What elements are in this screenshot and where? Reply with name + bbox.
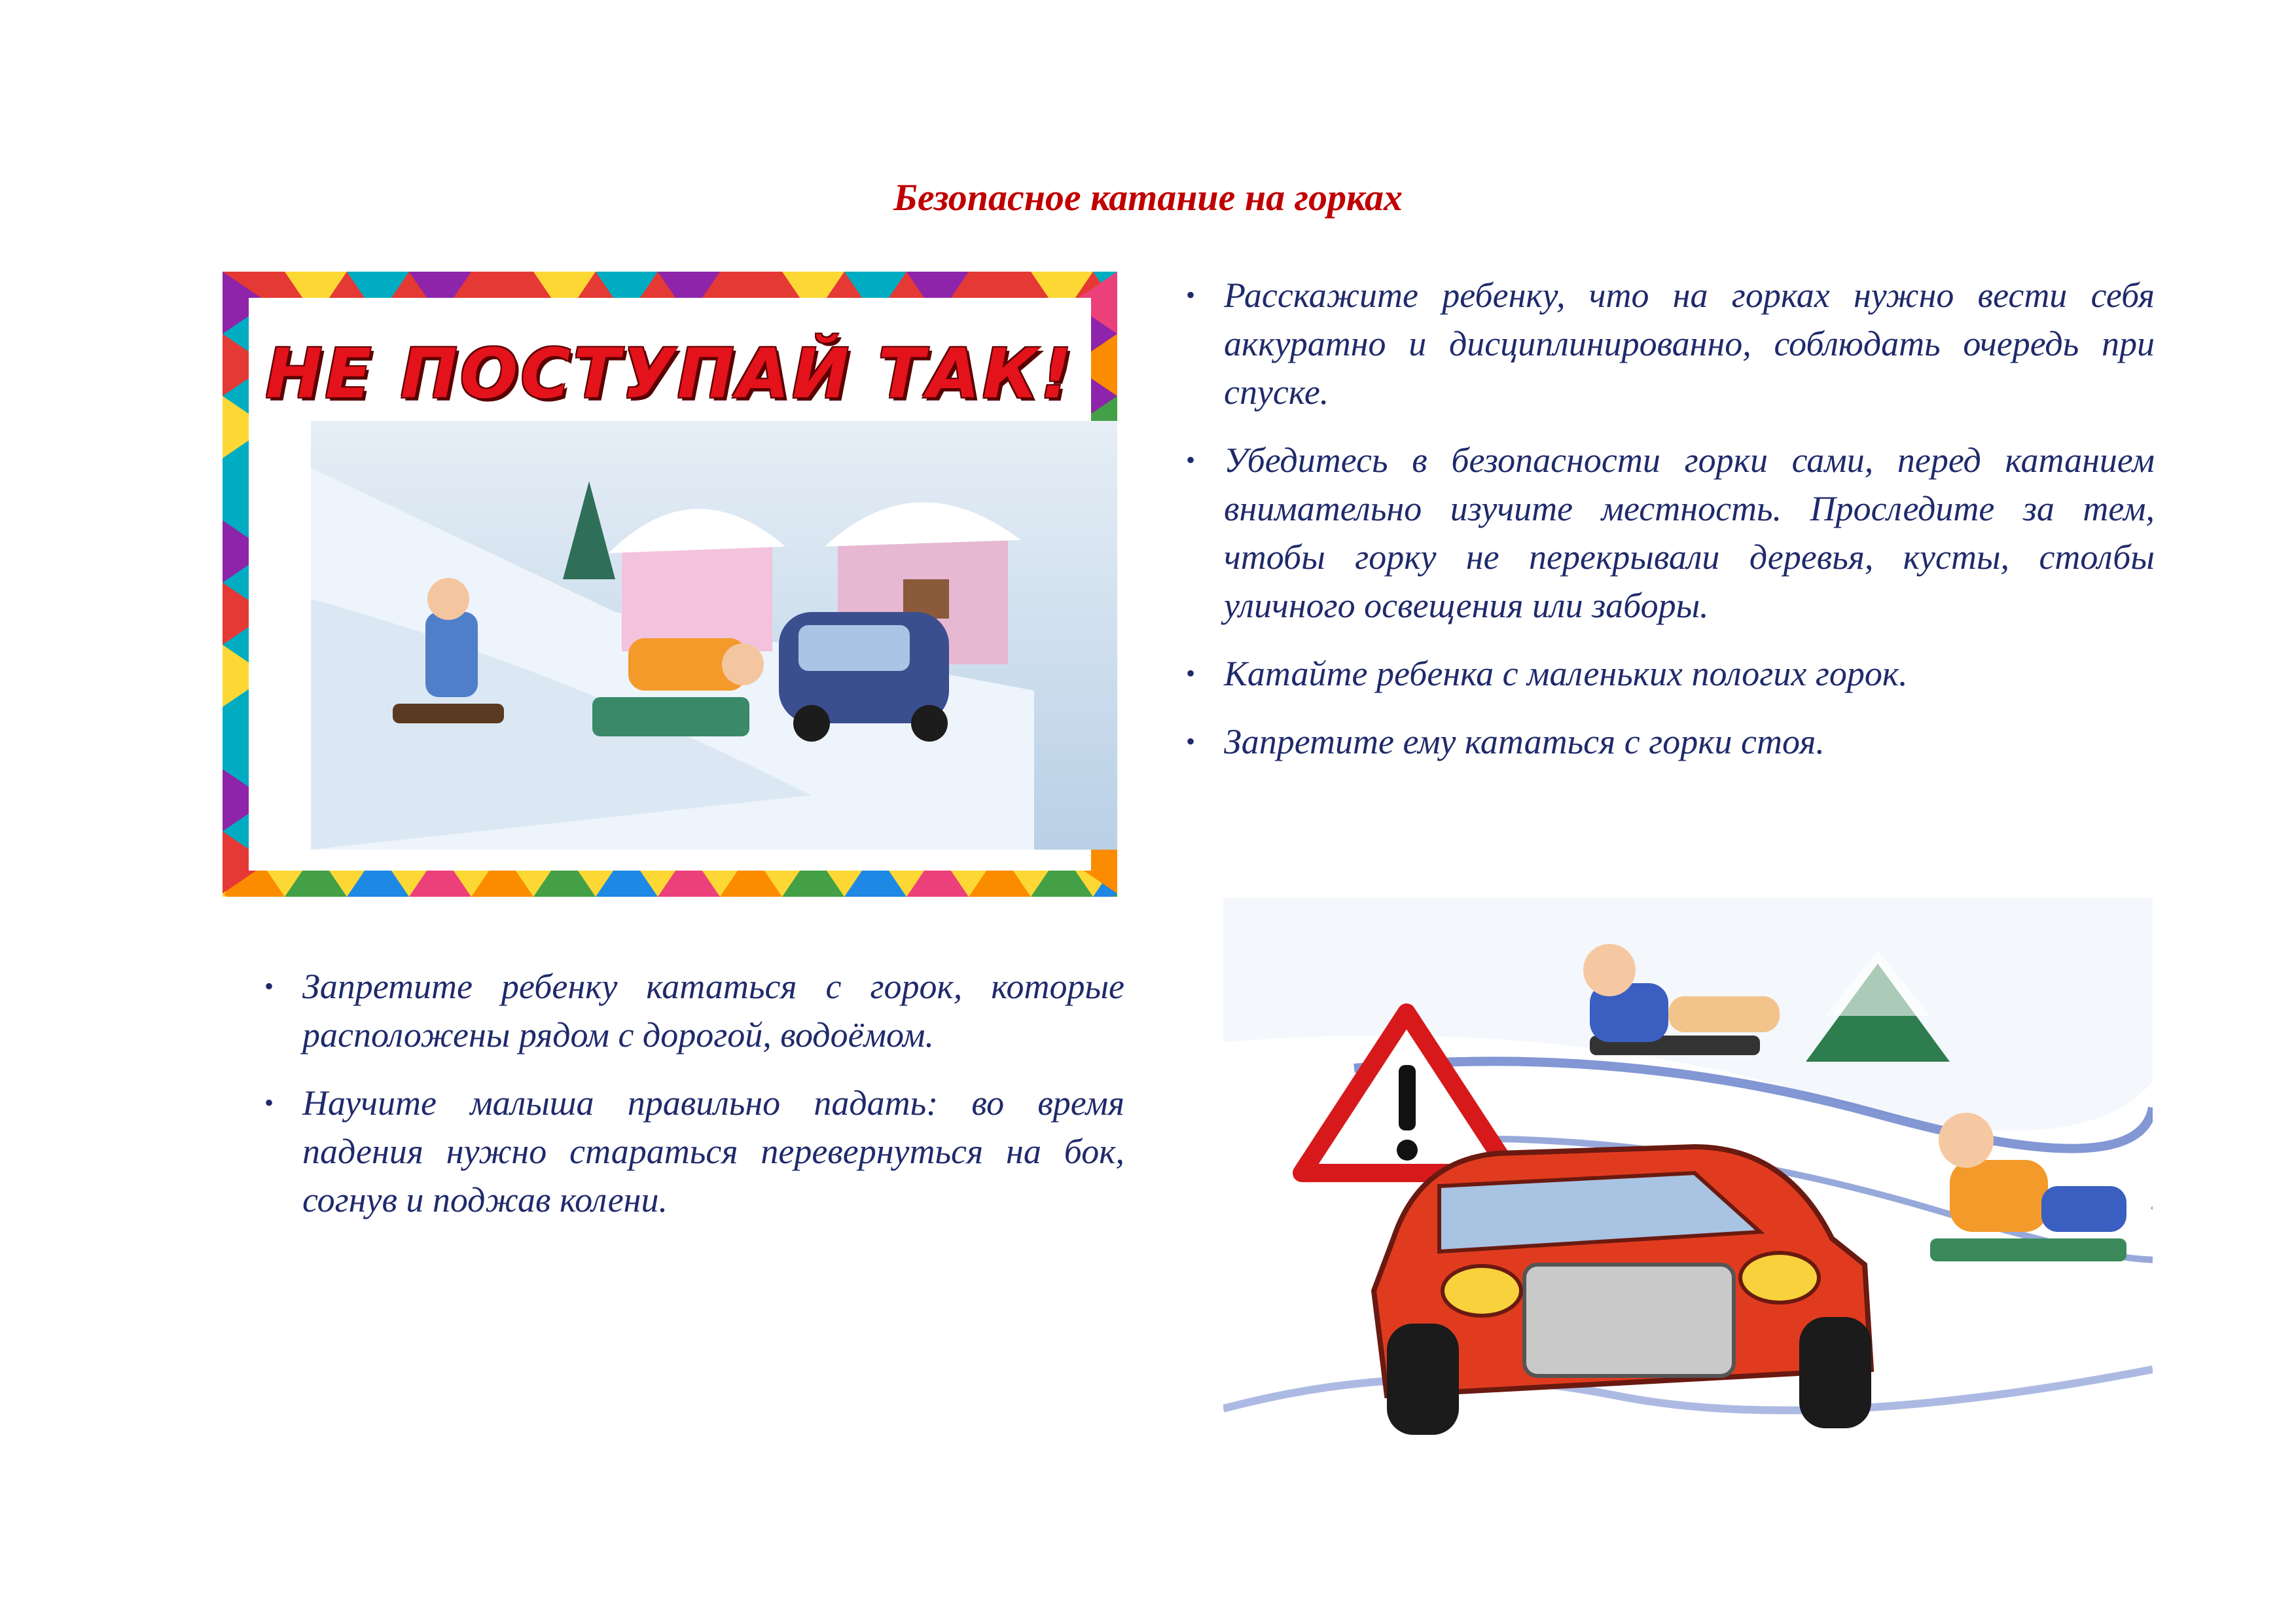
list-item xyxy=(1183,436,2155,630)
bullet-icon: • xyxy=(264,971,274,1001)
poster-road-danger-illustration xyxy=(1223,898,2153,1466)
tip-text: Научите малыша правильно падать: во время падения нужно стараться перевернуться на бок, согнув и поджав колени. xyxy=(302,1083,1124,1219)
list-item xyxy=(1183,649,2155,698)
document-title: Безопасное катание на горках xyxy=(893,176,1403,219)
tip-text: Запретите ему кататься с горки стоя. xyxy=(1224,722,1825,761)
list-item xyxy=(262,962,1124,1059)
bullet-icon: • xyxy=(1186,659,1196,688)
poster-dont-do-this xyxy=(223,272,1117,897)
bullet-icon: • xyxy=(1186,727,1196,756)
bullet-icon: • xyxy=(264,1088,274,1117)
tip-text: Расскажите ребенку, что на горках нужно вести себя аккуратно и дисциплинированно, соблюдать очередь при спуске. xyxy=(1224,276,2155,412)
poster-road-danger xyxy=(1223,898,2153,1466)
tip-text: Запретите ребенку кататься с горок, которые расположены рядом с дорогой, водоёмом. xyxy=(302,967,1124,1055)
list-item xyxy=(262,1079,1124,1224)
poster-heading: НЕ ПОСТУПАЙ ТАК! xyxy=(265,334,1075,414)
bullet-icon: • xyxy=(1186,280,1196,310)
tips-list-right xyxy=(1183,271,2155,785)
tips-list-left xyxy=(262,962,1124,1244)
bullet-icon: • xyxy=(1186,445,1196,475)
list-item xyxy=(1183,717,2155,766)
tip-text: Катайте ребенка с маленьких пологих горок. xyxy=(1224,654,1908,693)
list-item xyxy=(1183,271,2155,416)
tip-text: Убедитесь в безопасности горки сами, перед катанием внимательно изучите местность. Проследите за тем, чтобы горку не перекрывали деревья, кусты, столбы уличного освещения или заборы. xyxy=(1224,441,2155,625)
